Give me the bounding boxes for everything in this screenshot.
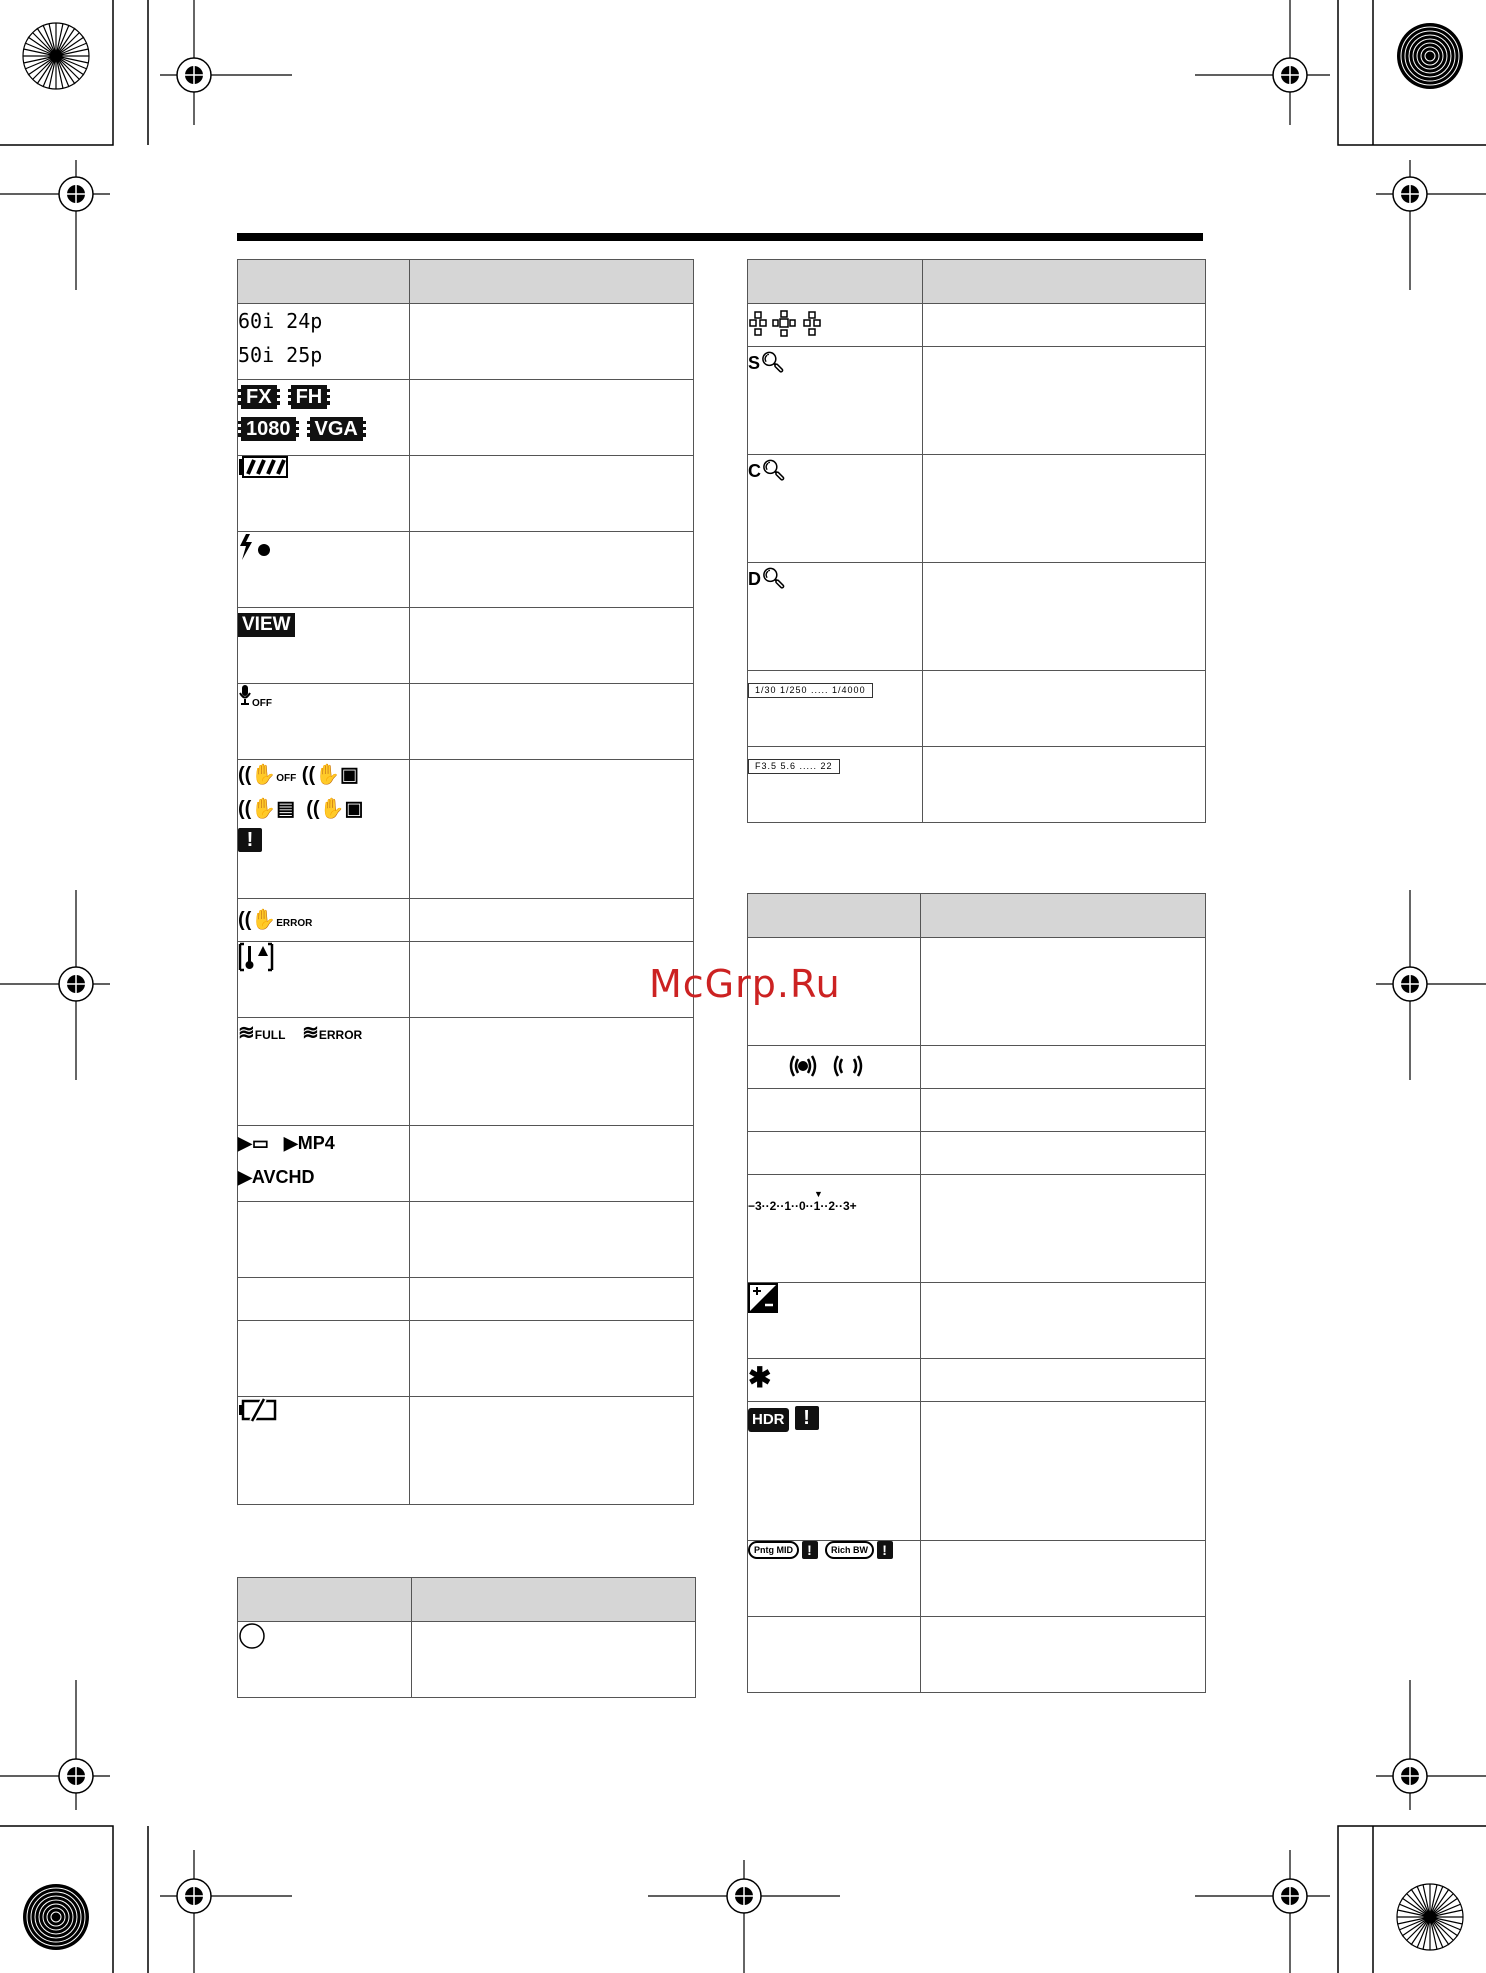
- table-row: OFF: [238, 684, 694, 760]
- record-setting-icon: 1080: [238, 417, 299, 441]
- view-mode-mp4-icon: ▶MP4: [283, 1133, 335, 1153]
- magnifier-icon: 🔍︎: [761, 568, 787, 590]
- warning-icon: !: [802, 1541, 818, 1559]
- record-setting-icon: VGA: [307, 417, 366, 441]
- record-setting-icon: FH: [288, 385, 331, 409]
- digital-zoom-icon: D🔍︎: [748, 568, 787, 590]
- hdr-icon: HDR: [748, 1408, 789, 1432]
- picture-effect-posterization-icon: Pntg MID: [748, 1541, 799, 1559]
- picture-effect-rich-bw-icon: Rich BW: [825, 1541, 874, 1559]
- database-error-icon: ≋ERROR: [302, 1022, 363, 1044]
- shutter-speed-scale: 1/30 1/250 ..... 1/4000: [748, 683, 873, 698]
- view-icon: VIEW: [238, 613, 295, 637]
- smart-zoom-icon: S🔍︎: [748, 352, 786, 374]
- frame-rate-icon: 50i 25p: [238, 343, 323, 367]
- database-full-icon: ≋FULL: [238, 1022, 286, 1044]
- warning-icon: !: [795, 1406, 819, 1430]
- frame-rate-icon: 60i 24p: [238, 309, 323, 333]
- steadyshot-icons: ((✋OFF ((✋▣ ((✋▤ ((✋▣: [238, 764, 364, 820]
- warning-icon: !: [877, 1541, 893, 1559]
- view-mode-avchd-icon: ▶AVCHD: [238, 1167, 315, 1187]
- ae-lock-icon: ✱: [748, 1362, 772, 1393]
- exposure-scale-marker-icon: ▼: [814, 1189, 823, 1199]
- view-mode-photo-icon: ▶▭: [238, 1133, 269, 1153]
- aperture-scale: F3.5 5.6 ..... 22: [748, 759, 840, 774]
- warning-icon: !: [238, 828, 262, 852]
- exposure-scale: −3··2··1··0··1··2··3+: [748, 1199, 857, 1213]
- clear-image-zoom-icon: C🔍︎: [748, 460, 787, 482]
- steadyshot-error-icon: ((✋ERROR: [238, 909, 313, 931]
- record-setting-icon: FX: [238, 385, 280, 409]
- watermark: McGrp.Ru: [649, 962, 841, 1006]
- magnifier-icon: 🔍︎: [760, 352, 786, 374]
- magnifier-icon: 🔍︎: [761, 460, 787, 482]
